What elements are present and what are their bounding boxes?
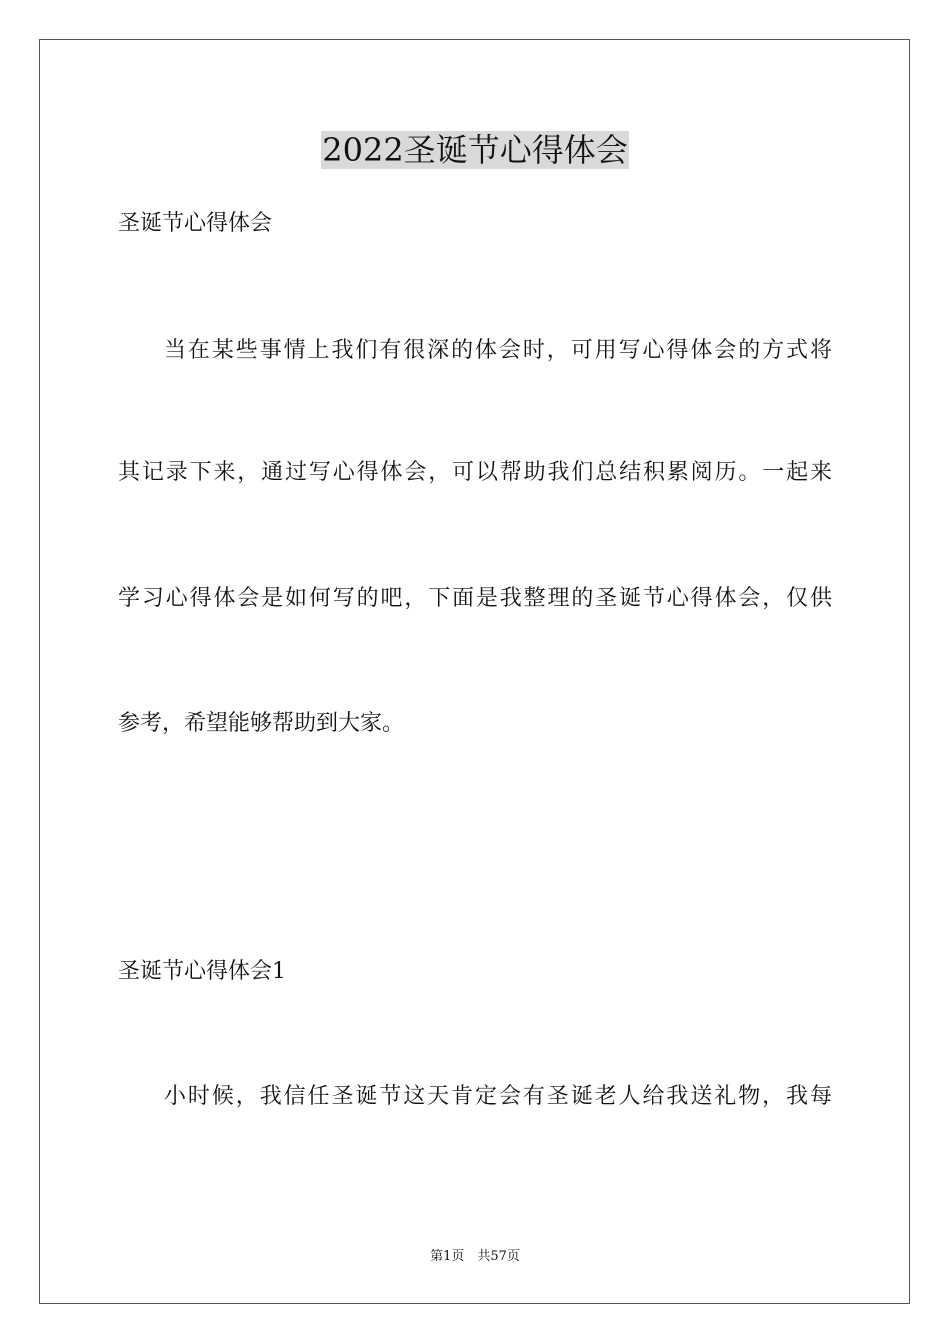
paragraph-line: 学习心得体会是如何写的吧，下面是我整理的圣诞节心得体会，仅供 (118, 586, 832, 611)
document-title: 2022圣诞节心得体会 (322, 131, 628, 169)
paragraph-line: 参考，希望能够帮助到大家。 (118, 711, 405, 736)
page-footer: 第1页 共57页 (430, 1249, 520, 1264)
paragraph-line: 其记录下来，通过写心得体会，可以帮助我们总结积累阅历。一起来 (118, 460, 832, 485)
paragraph-line: 当在某些事情上我们有很深的体会时，可用写心得体会的方式将 (164, 338, 832, 363)
document-subtitle: 圣诞节心得体会 (118, 211, 273, 236)
section-heading: 圣诞节心得体会1 (118, 959, 286, 984)
paragraph-line: 小时候，我信任圣诞节这天肯定会有圣诞老人给我送礼物，我每 (164, 1084, 832, 1109)
